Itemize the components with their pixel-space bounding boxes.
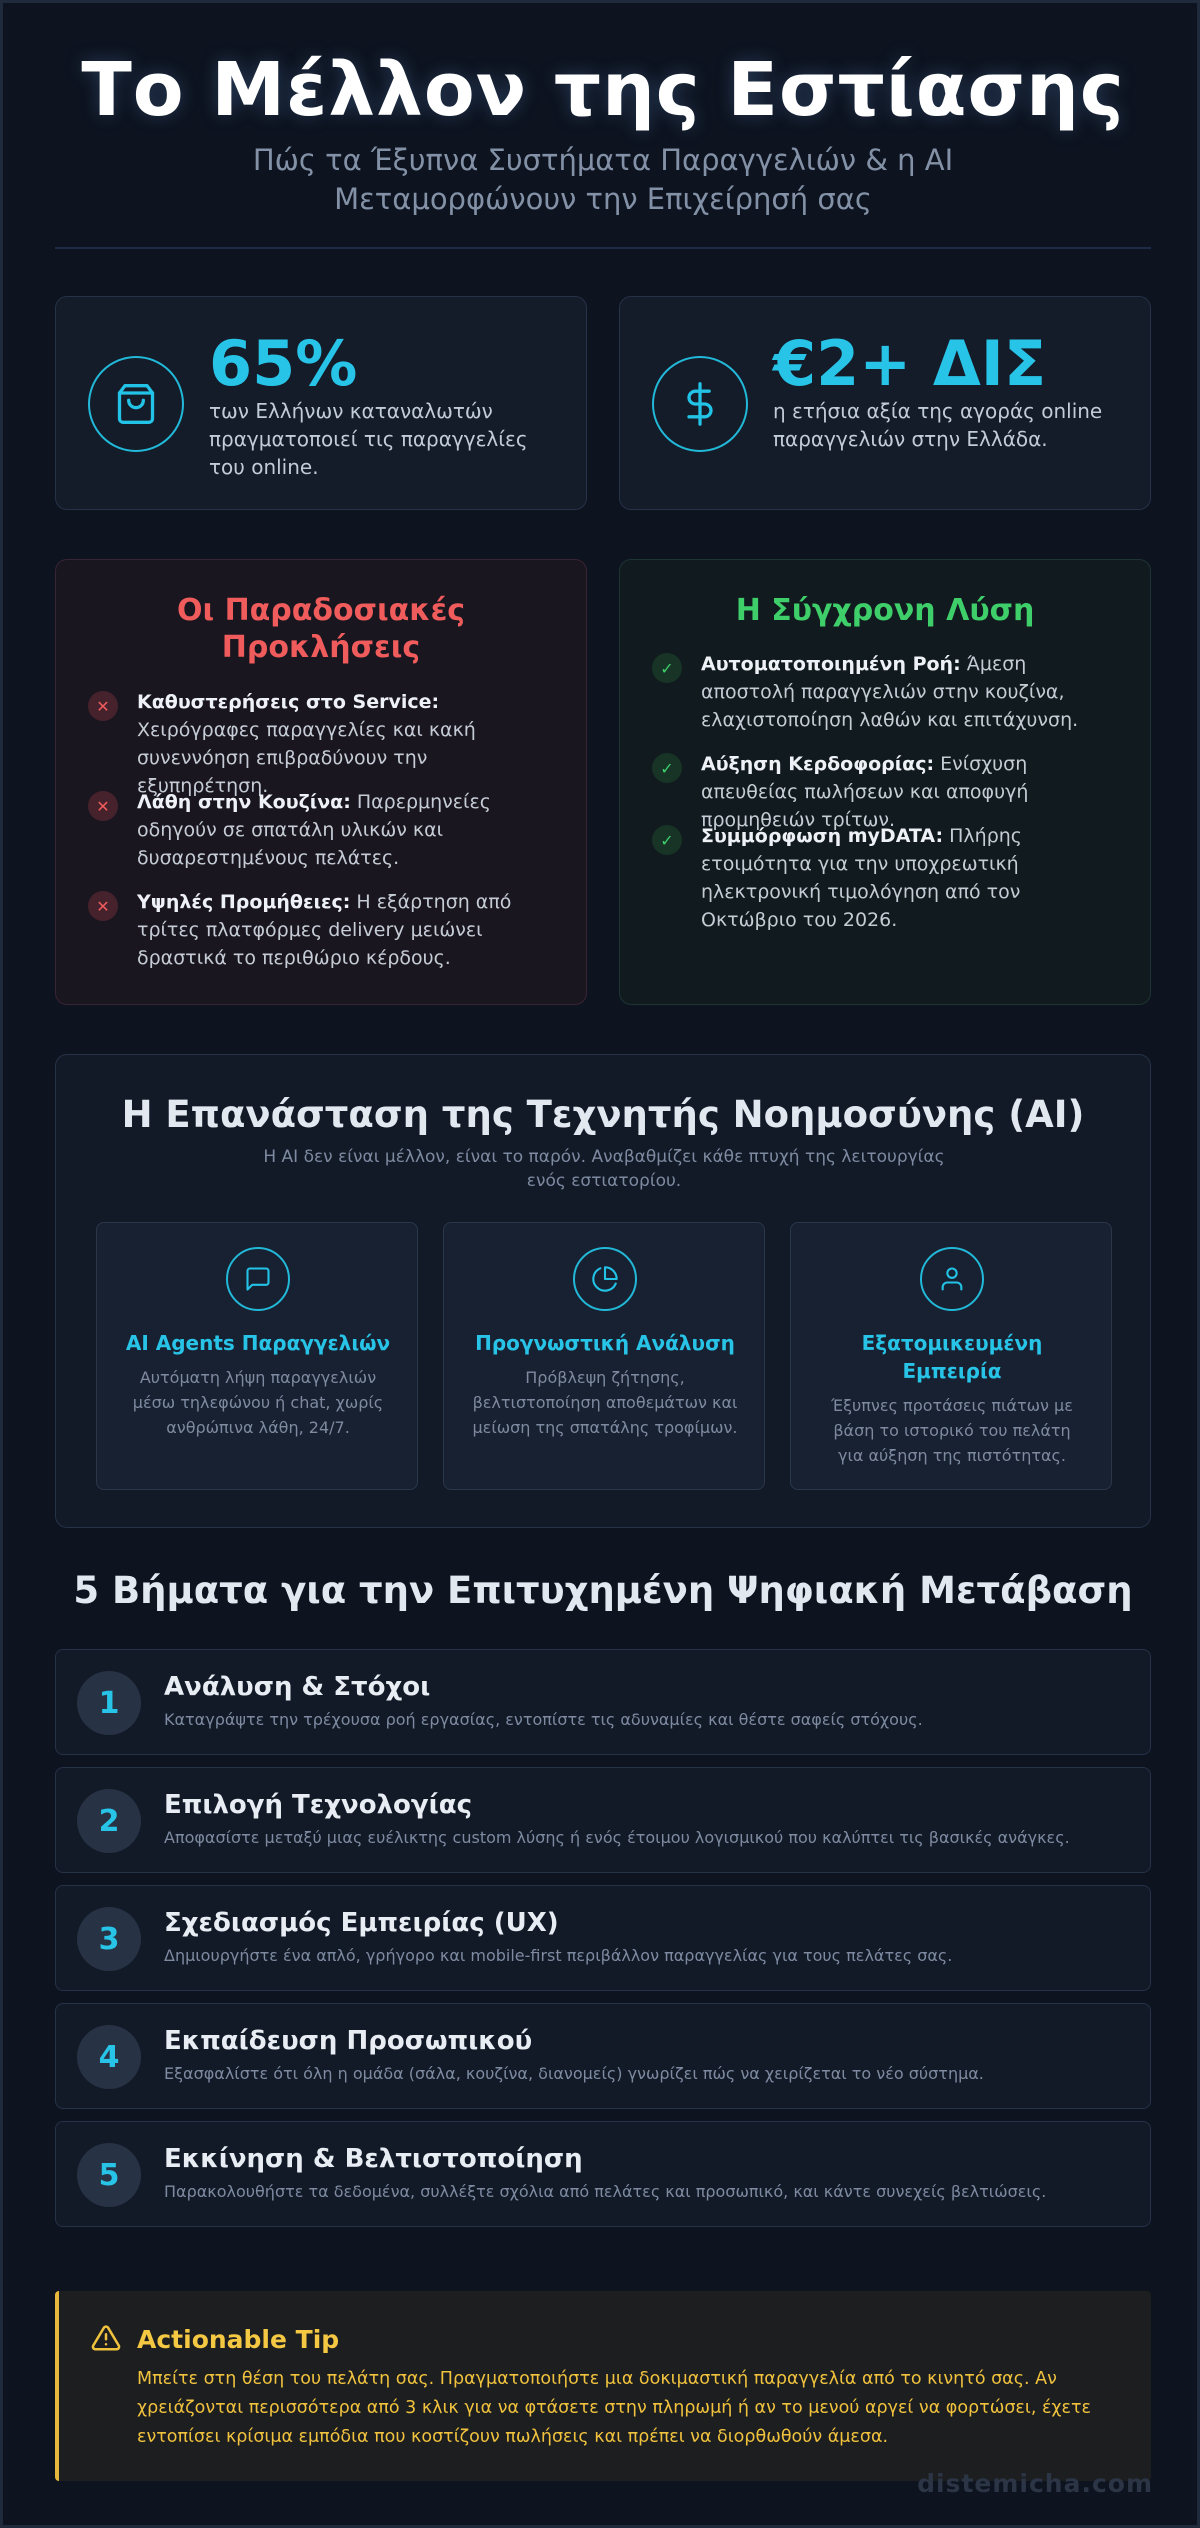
challenge-item: [88, 788, 558, 872]
step-description: Παρακολουθήστε τα δεδομένα, συλλέξτε σχόλια από πελάτες και προσωπικό, και κάντε συνεχείς βελτιώσεις.: [164, 2182, 1047, 2201]
solution-label: Αύξηση Κερδοφορίας:: [701, 753, 935, 775]
solution-text: Πλήρης ετοιμότητα για την υποχρεωτική ηλεκτρονική τιμολόγηση από τον Οκτώβριο του 2026.: [701, 825, 1022, 931]
step-number: 4: [77, 2025, 141, 2089]
step-title: Εκκίνηση & Βελτιστοποίηση: [164, 2144, 583, 2174]
x-mark-icon: ✕: [88, 891, 118, 921]
step-number: 3: [77, 1907, 141, 1971]
user-icon: [920, 1247, 984, 1311]
step-description: Εξασφαλίστε ότι όλη η ομάδα (σάλα, κουζίνα, διανομείς) γνωρίζει πώς να χειρίζεται το νέο σύστημα.: [164, 2064, 984, 2083]
tip-title: Actionable Tip: [137, 2325, 340, 2354]
steps-title: 5 Βήματα για την Επιτυχημένη Ψηφιακή Μετάβαση: [73, 1569, 1133, 1612]
stat-value: 65%: [209, 327, 358, 400]
step-title: Ανάλυση & Στόχοι: [164, 1672, 431, 1702]
divider: [55, 247, 1151, 249]
solution-text: Ενίσχυση απευθείας πωλήσεων και αποφυγή προμηθειών τρίτων.: [701, 753, 1029, 831]
step-item: [55, 1885, 1151, 1991]
x-mark-icon: ✕: [88, 691, 118, 721]
x-mark-icon: ✕: [88, 791, 118, 821]
stat-card-market: [619, 296, 1151, 510]
shopping-bag-icon: [88, 356, 184, 452]
step-title: Εκπαίδευση Προσωπικού: [164, 2026, 533, 2056]
challenge-label: Υψηλές Προμήθειες:: [137, 891, 351, 913]
solution-item: [652, 822, 1122, 934]
check-icon: ✓: [652, 825, 682, 855]
stat-description: των Ελλήνων καταναλωτών πραγματοποιεί τις παραγγελίες του online.: [209, 399, 528, 479]
step-title: Επιλογή Τεχνολογίας: [164, 1790, 473, 1820]
step-title: Σχεδιασμός Εμπειρίας (UX): [164, 1908, 559, 1938]
chat-bubble-icon: [226, 1247, 290, 1311]
feature-title: Προγνωστική Ανάλυση: [475, 1331, 735, 1355]
watermark: distemicha.com: [917, 2469, 1153, 2498]
challenge-text: Η εξάρτηση από τρίτες πλατφόρμες delivery μειώνει δραστικά το περιθώριο κέρδους.: [137, 891, 512, 969]
challenges-title: Οι Παραδοσιακές Προκλήσεις: [176, 593, 466, 665]
feature-card-predictive: [443, 1222, 765, 1490]
dollar-icon: [652, 356, 748, 452]
ai-title: Η Επανάσταση της Τεχνητής Νοημοσύνης (AI): [121, 1093, 1085, 1136]
stat-description: η ετήσια αξία της αγοράς online παραγγελιών στην Ελλάδα.: [773, 399, 1103, 451]
step-item: [55, 1767, 1151, 1873]
feature-card-ai-agents: [96, 1222, 418, 1490]
challenge-item: [88, 688, 558, 800]
stat-value: €2+ ΔΙΣ: [773, 327, 1047, 400]
ai-section: [55, 1054, 1151, 1528]
check-icon: ✓: [652, 753, 682, 783]
step-number: 2: [77, 1789, 141, 1853]
step-number: 1: [77, 1671, 141, 1735]
step-description: Αποφασίστε μεταξύ μιας ευέλικτης custom λύσης ή ενός έτοιμου λογισμικού που καλύπτει τις βασικές ανάγκες.: [164, 1828, 1070, 1847]
pie-chart-icon: [573, 1247, 637, 1311]
solution-label: Αυτοματοποιημένη Ροή:: [701, 653, 961, 675]
challenge-text: Παρερμηνείες οδηγούν σε σπατάλη υλικών και δυσαρεστημένους πελάτες.: [137, 791, 491, 869]
step-item: [55, 2003, 1151, 2109]
solution-label: Συμμόρφωση myDATA:: [701, 825, 944, 847]
solution-item: [652, 650, 1122, 734]
step-description: Δημιουργήστε ένα απλό, γρήγορο και mobile-first περιβάλλον παραγγελίας για τους πελάτες σας.: [164, 1946, 953, 1965]
challenge-label: Καθυστερήσεις στο Service:: [137, 691, 440, 713]
ai-lead: Η AI δεν είναι μέλλον, είναι το παρόν. Αναβαθμίζει κάθε πτυχή της λειτουργίας ενός εστιατορίου.: [263, 1147, 945, 1191]
warning-icon: [91, 2323, 121, 2360]
challenge-text: Χειρόγραφες παραγγελίες και κακή συνεννόηση επιβραδύνουν την εξυπηρέτηση.: [137, 719, 476, 797]
check-icon: ✓: [652, 653, 682, 683]
feature-title: Εξατομικευμένη Εμπειρία: [861, 1331, 1043, 1383]
step-number: 5: [77, 2143, 141, 2207]
solution-panel: [619, 559, 1151, 1005]
feature-card-personalized: [790, 1222, 1112, 1490]
challenge-item: [88, 888, 558, 972]
page-subtitle: Πώς τα Έξυπνα Συστήματα Παραγγελιών & η AI Μεταμορφώνουν την Επιχείρησή σας: [252, 143, 954, 216]
actionable-tip: [55, 2291, 1151, 2481]
solution-text: Άμεση αποστολή παραγγελιών στην κουζίνα, ελαχιστοποίηση λαθών και επιτάχυνση.: [701, 653, 1079, 731]
step-item: [55, 2121, 1151, 2227]
tip-text: Μπείτε στη θέση του πελάτη σας. Πραγματοποιήστε μια δοκιμαστική παραγγελία από το κινητό σας. Αν χρειάζονται περισσότερα από 3 κλικ για να φτάσετε στην πληρωμή ή αν το μενού αργεί να φορτώσει, έχετε εντοπίσει κρίσιμα εμπόδια που κοστίζουν πωλήσεις και πρέπει να διορθωθούν άμεσα.: [137, 2369, 1091, 2447]
challenge-label: Λάθη στην Κουζίνα:: [137, 791, 351, 813]
feature-text: Έξυπνες προτάσεις πιάτων με βάση το ιστορικό του πελάτη για αύξηση της πιστότητας.: [831, 1396, 1073, 1465]
step-item: [55, 1649, 1151, 1755]
feature-text: Αυτόματη λήψη παραγγελιών μέσω τηλεφώνου ή chat, χωρίς ανθρώπινα λάθη, 24/7.: [132, 1368, 384, 1437]
feature-title: AI Agents Παραγγελιών: [125, 1331, 391, 1355]
challenges-panel: [55, 559, 587, 1005]
page-title: Το Μέλλον της Εστίασης: [81, 47, 1125, 133]
stat-card-consumers: [55, 296, 587, 510]
solution-title: Η Σύγχρονη Λύση: [735, 593, 1035, 628]
step-description: Καταγράψτε την τρέχουσα ροή εργασίας, εντοπίστε τις αδυναμίες και θέστε σαφείς στόχους.: [164, 1710, 923, 1729]
feature-text: Πρόβλεψη ζήτησης, βελτιστοποίηση αποθεμάτων και μείωση της σπατάλης τροφίμων.: [472, 1368, 738, 1437]
